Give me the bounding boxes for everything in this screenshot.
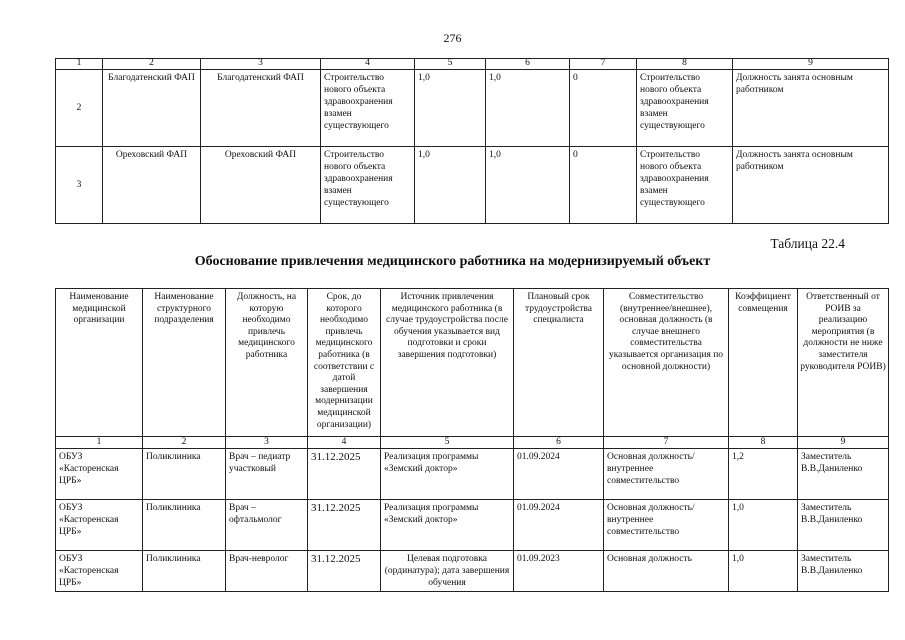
coefficient: 1,2: [729, 449, 798, 500]
column-number: 5: [381, 437, 514, 449]
table-row: [56, 147, 889, 224]
source: Реализация программы «Земский доктор»: [381, 500, 514, 551]
structural-unit: Поликлиника: [143, 500, 226, 551]
justification-table: [55, 288, 889, 592]
table-row: [56, 449, 889, 500]
activity: Строительство нового объекта здравоохранения взамен существующего: [321, 70, 415, 147]
value-7: 0: [570, 147, 637, 224]
column-header: Коэффициент совмещения: [729, 289, 798, 437]
column-header: Совместительство (внутреннее/внешнее), основная должность (в случае внешнего совместительства указывается организация по основной должности): [604, 289, 729, 437]
activity-2: Строительство нового объекта здравоохранения взамен существующего: [637, 147, 733, 224]
unit-name: Благодатенский ФАП: [201, 70, 321, 147]
deadline: 31.12.2025: [308, 500, 381, 551]
column-number: 4: [321, 59, 415, 70]
column-header: Плановый срок трудоустройства специалиста: [514, 289, 604, 437]
row-index: 2: [56, 70, 103, 147]
column-number: 2: [143, 437, 226, 449]
source: Целевая подготовка (ординатура); дата завершения обучения: [381, 551, 514, 592]
combination: Основная должность/внутреннее совместительство: [604, 500, 729, 551]
source: Реализация программы «Земский доктор»: [381, 449, 514, 500]
structural-unit: Поликлиника: [143, 449, 226, 500]
column-number: 9: [733, 59, 889, 70]
position: Врач-невролог: [226, 551, 308, 592]
coefficient: 1,0: [729, 551, 798, 592]
activity: Строительство нового объекта здравоохранения взамен существующего: [321, 147, 415, 224]
responsible: Заместитель В.В.Даниленко: [798, 449, 889, 500]
table-row: [56, 70, 889, 147]
responsible: Заместитель В.В.Даниленко: [798, 500, 889, 551]
column-header: Срок, до которого необходимо привлечь медицинского работника (в соответствии с датой завершения модернизации медицинской организации): [308, 289, 381, 437]
planned-date: 01.09.2024: [514, 500, 604, 551]
planned-date: 01.09.2024: [514, 449, 604, 500]
column-number: 6: [486, 59, 570, 70]
column-number: 3: [201, 59, 321, 70]
column-number: 1: [56, 437, 143, 449]
column-header: Наименование структурного подразделения: [143, 289, 226, 437]
continued-table: [55, 58, 889, 224]
column-number: 1: [56, 59, 103, 70]
column-number: 9: [798, 437, 889, 449]
column-number: 7: [604, 437, 729, 449]
value-7: 0: [570, 70, 637, 147]
facility-name: Благодатенский ФАП: [103, 70, 201, 147]
combination: Основная должность/внутреннее совместительство: [604, 449, 729, 500]
column-header: Источник привлечения медицинского работника (в случае трудоустройства после обучения указывается вид подготовки и сроки завершения подготовки): [381, 289, 514, 437]
table-label: Таблица 22.4: [770, 236, 845, 251]
column-header: Наименование медицинской организации: [56, 289, 143, 437]
page-number: 276: [443, 31, 462, 45]
value-5: 1,0: [415, 70, 486, 147]
column-number: 6: [514, 437, 604, 449]
value-6: 1,0: [486, 147, 570, 224]
table-row: [56, 551, 889, 592]
column-header: Должность, на которую необходимо привлечь медицинского работника: [226, 289, 308, 437]
deadline: 31.12.2025: [308, 449, 381, 500]
header-row: [56, 289, 889, 437]
row-index: 3: [56, 147, 103, 224]
column-number: 5: [415, 59, 486, 70]
organization: ОБУЗ «Касторенская ЦРБ»: [56, 449, 143, 500]
note: Должность занята основным работником: [733, 147, 889, 224]
position: Врач – офтальмолог: [226, 500, 308, 551]
note: Должность занята основным работником: [733, 70, 889, 147]
position: Врач – педиатр участковый: [226, 449, 308, 500]
facility-name: Ореховский ФАП: [103, 147, 201, 224]
column-number-row: [56, 59, 889, 70]
unit-name: Ореховский ФАП: [201, 147, 321, 224]
coefficient: 1,0: [729, 500, 798, 551]
responsible: Заместитель В.В.Даниленко: [798, 551, 889, 592]
deadline: 31.12.2025: [308, 551, 381, 592]
column-number-row: [56, 437, 889, 449]
organization: ОБУЗ «Касторенская ЦРБ»: [56, 500, 143, 551]
column-header: Ответственный от РОИВ за реализацию мероприятия (в должности не ниже заместителя руководителя РОИВ): [798, 289, 889, 437]
column-number: 8: [729, 437, 798, 449]
activity-2: Строительство нового объекта здравоохранения взамен существующего: [637, 70, 733, 147]
combination: Основная должность: [604, 551, 729, 592]
column-number: 2: [103, 59, 201, 70]
table-row: [56, 500, 889, 551]
column-number: 8: [637, 59, 733, 70]
value-6: 1,0: [486, 70, 570, 147]
value-5: 1,0: [415, 147, 486, 224]
column-number: 7: [570, 59, 637, 70]
organization: ОБУЗ «Касторенская ЦРБ»: [56, 551, 143, 592]
planned-date: 01.09.2023: [514, 551, 604, 592]
column-number: 4: [308, 437, 381, 449]
structural-unit: Поликлиника: [143, 551, 226, 592]
column-number: 3: [226, 437, 308, 449]
table-heading: Обоснование привлечения медицинского работника на модернизируемый объект: [194, 254, 711, 269]
